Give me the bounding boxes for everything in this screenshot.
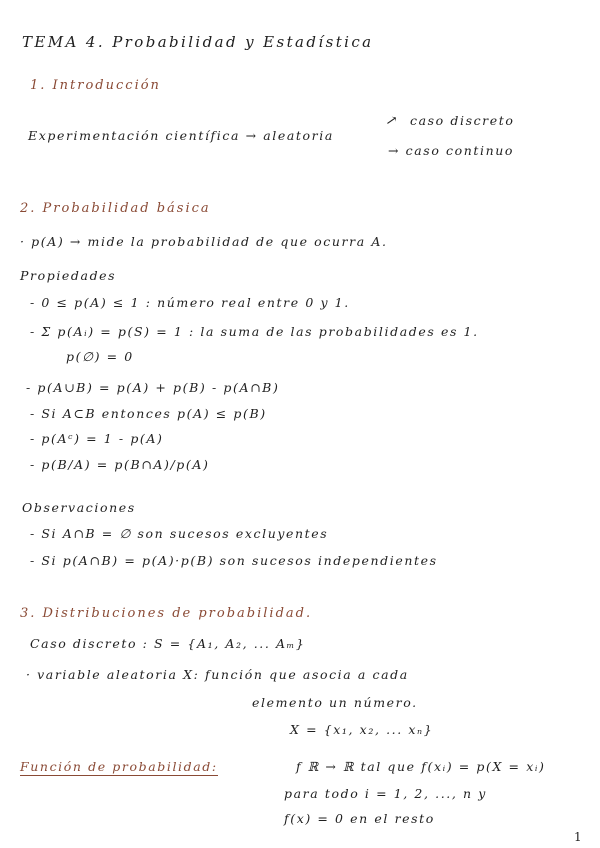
branch-continuous: → caso continuo xyxy=(388,143,515,158)
observations-heading: Observaciones xyxy=(22,500,136,515)
property-item: p(∅) = 0 xyxy=(66,349,134,364)
random-variable-cont: elemento un número. xyxy=(252,695,418,710)
observation-item: - Si p(A∩B) = p(A)·p(B) son sucesos independientes xyxy=(30,553,438,568)
page-title: TEMA 4. Probabilidad y Estadística xyxy=(22,33,374,51)
elsewhere: f(x) = 0 en el resto xyxy=(284,811,435,826)
x-set: X = {x₁, x₂, ... xₙ} xyxy=(290,722,434,737)
prob-function-label xyxy=(20,759,218,774)
section3-heading: 3. Distribuciones de probabilidad. xyxy=(20,606,313,621)
property-item: - p(B/A) = p(B∩A)/p(A) xyxy=(30,457,210,472)
properties-heading: Propiedades xyxy=(20,268,117,283)
discrete-case: Caso discreto : S = {A₁, A₂, ... Aₘ} xyxy=(30,636,306,651)
section2-heading: 2. Probabilidad básica xyxy=(20,201,211,216)
observation-item: - Si A∩B = ∅ son sucesos excluyentes xyxy=(30,526,329,541)
arrow-up-right-icon: → xyxy=(382,111,402,131)
experiment-text: Experimentación científica → aleatoria xyxy=(28,128,334,143)
prob-function-label-text: Función de probabilidad: xyxy=(20,759,218,774)
property-item: - Σ p(Aᵢ) = p(S) = 1 : la suma de las probabilidades es 1. xyxy=(30,324,479,339)
property-item: - p(A∪B) = p(A) + p(B) - p(A∩B) xyxy=(26,380,280,395)
bullet-p: · p(A) → mide la probabilidad de que ocurra A. xyxy=(20,234,388,249)
branch-discrete: caso discreto xyxy=(410,113,515,128)
property-item: - 0 ≤ p(A) ≤ 1 : número real entre 0 y 1. xyxy=(30,295,350,310)
prob-function-def: f ℝ → ℝ tal que f(xᵢ) = p(X = xᵢ) xyxy=(296,759,546,774)
random-variable: · variable aleatoria X: función que asocia a cada xyxy=(26,667,409,682)
property-item: - p(Aᶜ) = 1 - p(A) xyxy=(30,431,164,446)
property-item: - Si A⊂B entonces p(A) ≤ p(B) xyxy=(30,406,267,421)
for-all-i: para todo i = 1, 2, ..., n y xyxy=(284,786,487,801)
section1-heading: 1. Introducción xyxy=(30,78,161,93)
page-number: 1 xyxy=(574,830,582,844)
